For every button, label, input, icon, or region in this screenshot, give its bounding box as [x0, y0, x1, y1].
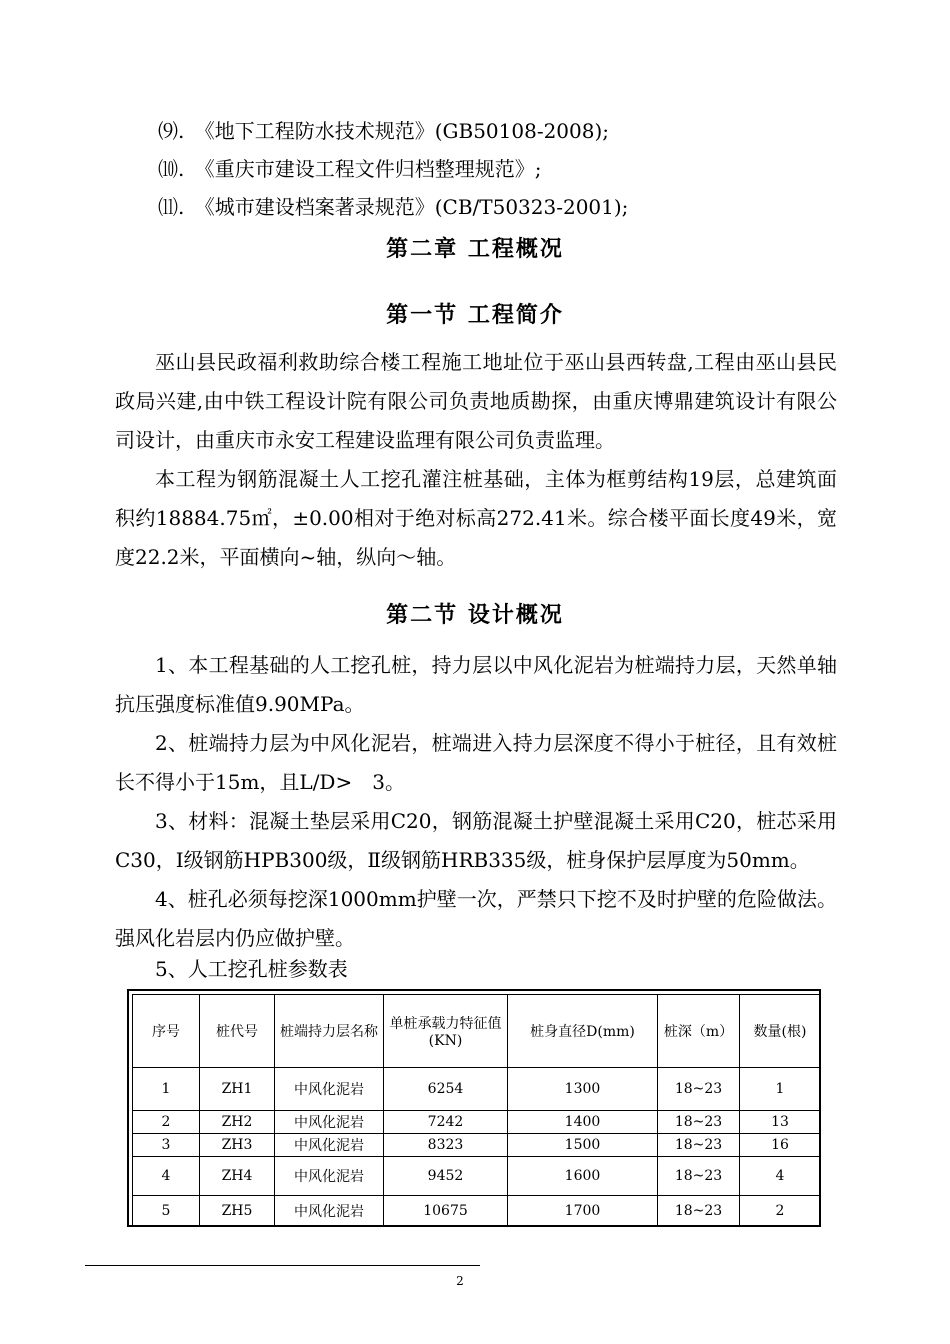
table-cell: 18~23 — [658, 1157, 740, 1196]
reference-item — [158, 112, 858, 150]
table-cell: 中风化泥岩 — [275, 1196, 384, 1227]
reference-item — [158, 188, 858, 226]
header-cell: 桩深（m） — [658, 995, 740, 1068]
table-cell: 9452 — [384, 1157, 508, 1196]
pile-parameter-table-frame — [127, 989, 821, 1227]
table-cell: 18~23 — [658, 1111, 740, 1134]
table-cell: 1 — [740, 1068, 821, 1111]
table-header-row — [133, 995, 821, 1068]
table-cell: 4 — [740, 1157, 821, 1196]
table-cell: 2 — [740, 1196, 821, 1227]
table-cell: 16 — [740, 1134, 821, 1157]
table-cell: ZH5 — [200, 1196, 275, 1227]
table-cell: ZH2 — [200, 1111, 275, 1134]
header-cell: 数量(根) — [740, 995, 821, 1068]
table-cell: 1600 — [508, 1157, 658, 1196]
table-cell: 中风化泥岩 — [275, 1134, 384, 1157]
table-cell: 4 — [133, 1157, 200, 1196]
table-cell: ZH3 — [200, 1134, 275, 1157]
table-cell: ZH1 — [200, 1068, 275, 1111]
table-row — [133, 1111, 821, 1134]
reference-item — [158, 150, 858, 188]
paragraph: 2、桩端持力层为中风化泥岩，桩端进入持力层深度不得小于桩径，且有效桩长不得小于15m，且L/D> 3。 — [115, 731, 837, 794]
table-cell: 18~23 — [658, 1196, 740, 1227]
table-cell: 1400 — [508, 1111, 658, 1134]
table-cell: 1 — [133, 1068, 200, 1111]
header-cell: 桩端持力层名称 — [275, 995, 384, 1068]
table-cell: 5 — [133, 1196, 200, 1227]
table-cell: 1300 — [508, 1068, 658, 1111]
table-caption: 5、人工挖孔桩参数表 — [155, 957, 348, 981]
reference-list — [158, 112, 858, 226]
reference-number: ⑼. — [158, 119, 185, 143]
header-cell: 单桩承载力特征值(KN) — [384, 995, 508, 1068]
reference-text: 《重庆市建设工程文件归档整理规范》; — [194, 157, 542, 181]
reference-number: ⑾. — [158, 195, 185, 219]
paragraph: 巫山县民政福利救助综合楼工程施工地址位于巫山县西转盘,工程由巫山县民政局兴建,由中铁工程设计院有限公司负责地质勘探，由重庆博鼎建筑设计有限公司设计，由重庆市永安工程建设监理有限公司负责监理。 — [115, 350, 837, 452]
table-row — [133, 1196, 821, 1227]
chapter-title: 第二章 工程概况 — [386, 236, 564, 262]
table-cell: 8323 — [384, 1134, 508, 1157]
paragraph: 本工程为钢筋混凝土人工挖孔灌注桩基础，主体为框剪结构19层，总建筑面积约18884.75㎡，±0.00相对于绝对标高272.41米。综合楼平面长度49米，宽度22.2米，平面横向~轴，纵向～轴。 — [115, 467, 837, 569]
table-cell: 1500 — [508, 1134, 658, 1157]
section-title-design: 第二节 设计概况 — [386, 602, 564, 628]
table-cell: 1700 — [508, 1196, 658, 1227]
pile-parameter-table — [132, 994, 821, 1227]
table-cell: 2 — [133, 1111, 200, 1134]
table-cell: 中风化泥岩 — [275, 1157, 384, 1196]
header-cell: 序号 — [133, 995, 200, 1068]
header-cell: 桩身直径D(mm) — [508, 995, 658, 1068]
table-row — [133, 1157, 821, 1196]
reference-number: ⑽. — [158, 157, 185, 181]
section-title-intro: 第一节 工程简介 — [386, 302, 564, 328]
table-cell: 中风化泥岩 — [275, 1111, 384, 1134]
table-cell: 10675 — [384, 1196, 508, 1227]
table-cell: 7242 — [384, 1111, 508, 1134]
paragraph: 3、材料：混凝土垫层采用C20，钢筋混凝土护壁混凝土采用C20，桩芯采用C30，Ⅰ级钢筋HPB300级，Ⅱ级钢筋HRB335级，桩身保护层厚度为50mm。 — [115, 809, 837, 872]
table-cell: 18~23 — [658, 1134, 740, 1157]
header-cell: 桩代号 — [200, 995, 275, 1068]
page-number: 2 — [456, 1274, 464, 1288]
table-cell: ZH4 — [200, 1157, 275, 1196]
table-cell: 3 — [133, 1134, 200, 1157]
table-cell: 13 — [740, 1111, 821, 1134]
paragraph: 4、桩孔必须每挖深1000mm护壁一次，严禁只下挖不及时护壁的危险做法。强风化岩层内仍应做护壁。 — [115, 887, 837, 950]
paragraph: 1、本工程基础的人工挖孔桩，持力层以中风化泥岩为桩端持力层，天然单轴抗压强度标准值9.90MPa。 — [115, 653, 837, 716]
table-cell: 18~23 — [658, 1068, 740, 1111]
reference-text: 《地下工程防水技术规范》(GB50108-2008); — [194, 119, 610, 143]
table-row — [133, 1134, 821, 1157]
footer-divider — [85, 1265, 480, 1266]
table-row — [133, 1068, 821, 1111]
table-cell: 6254 — [384, 1068, 508, 1111]
table-cell: 中风化泥岩 — [275, 1068, 384, 1111]
reference-text: 《城市建设档案著录规范》(CB/T50323-2001); — [194, 195, 629, 219]
